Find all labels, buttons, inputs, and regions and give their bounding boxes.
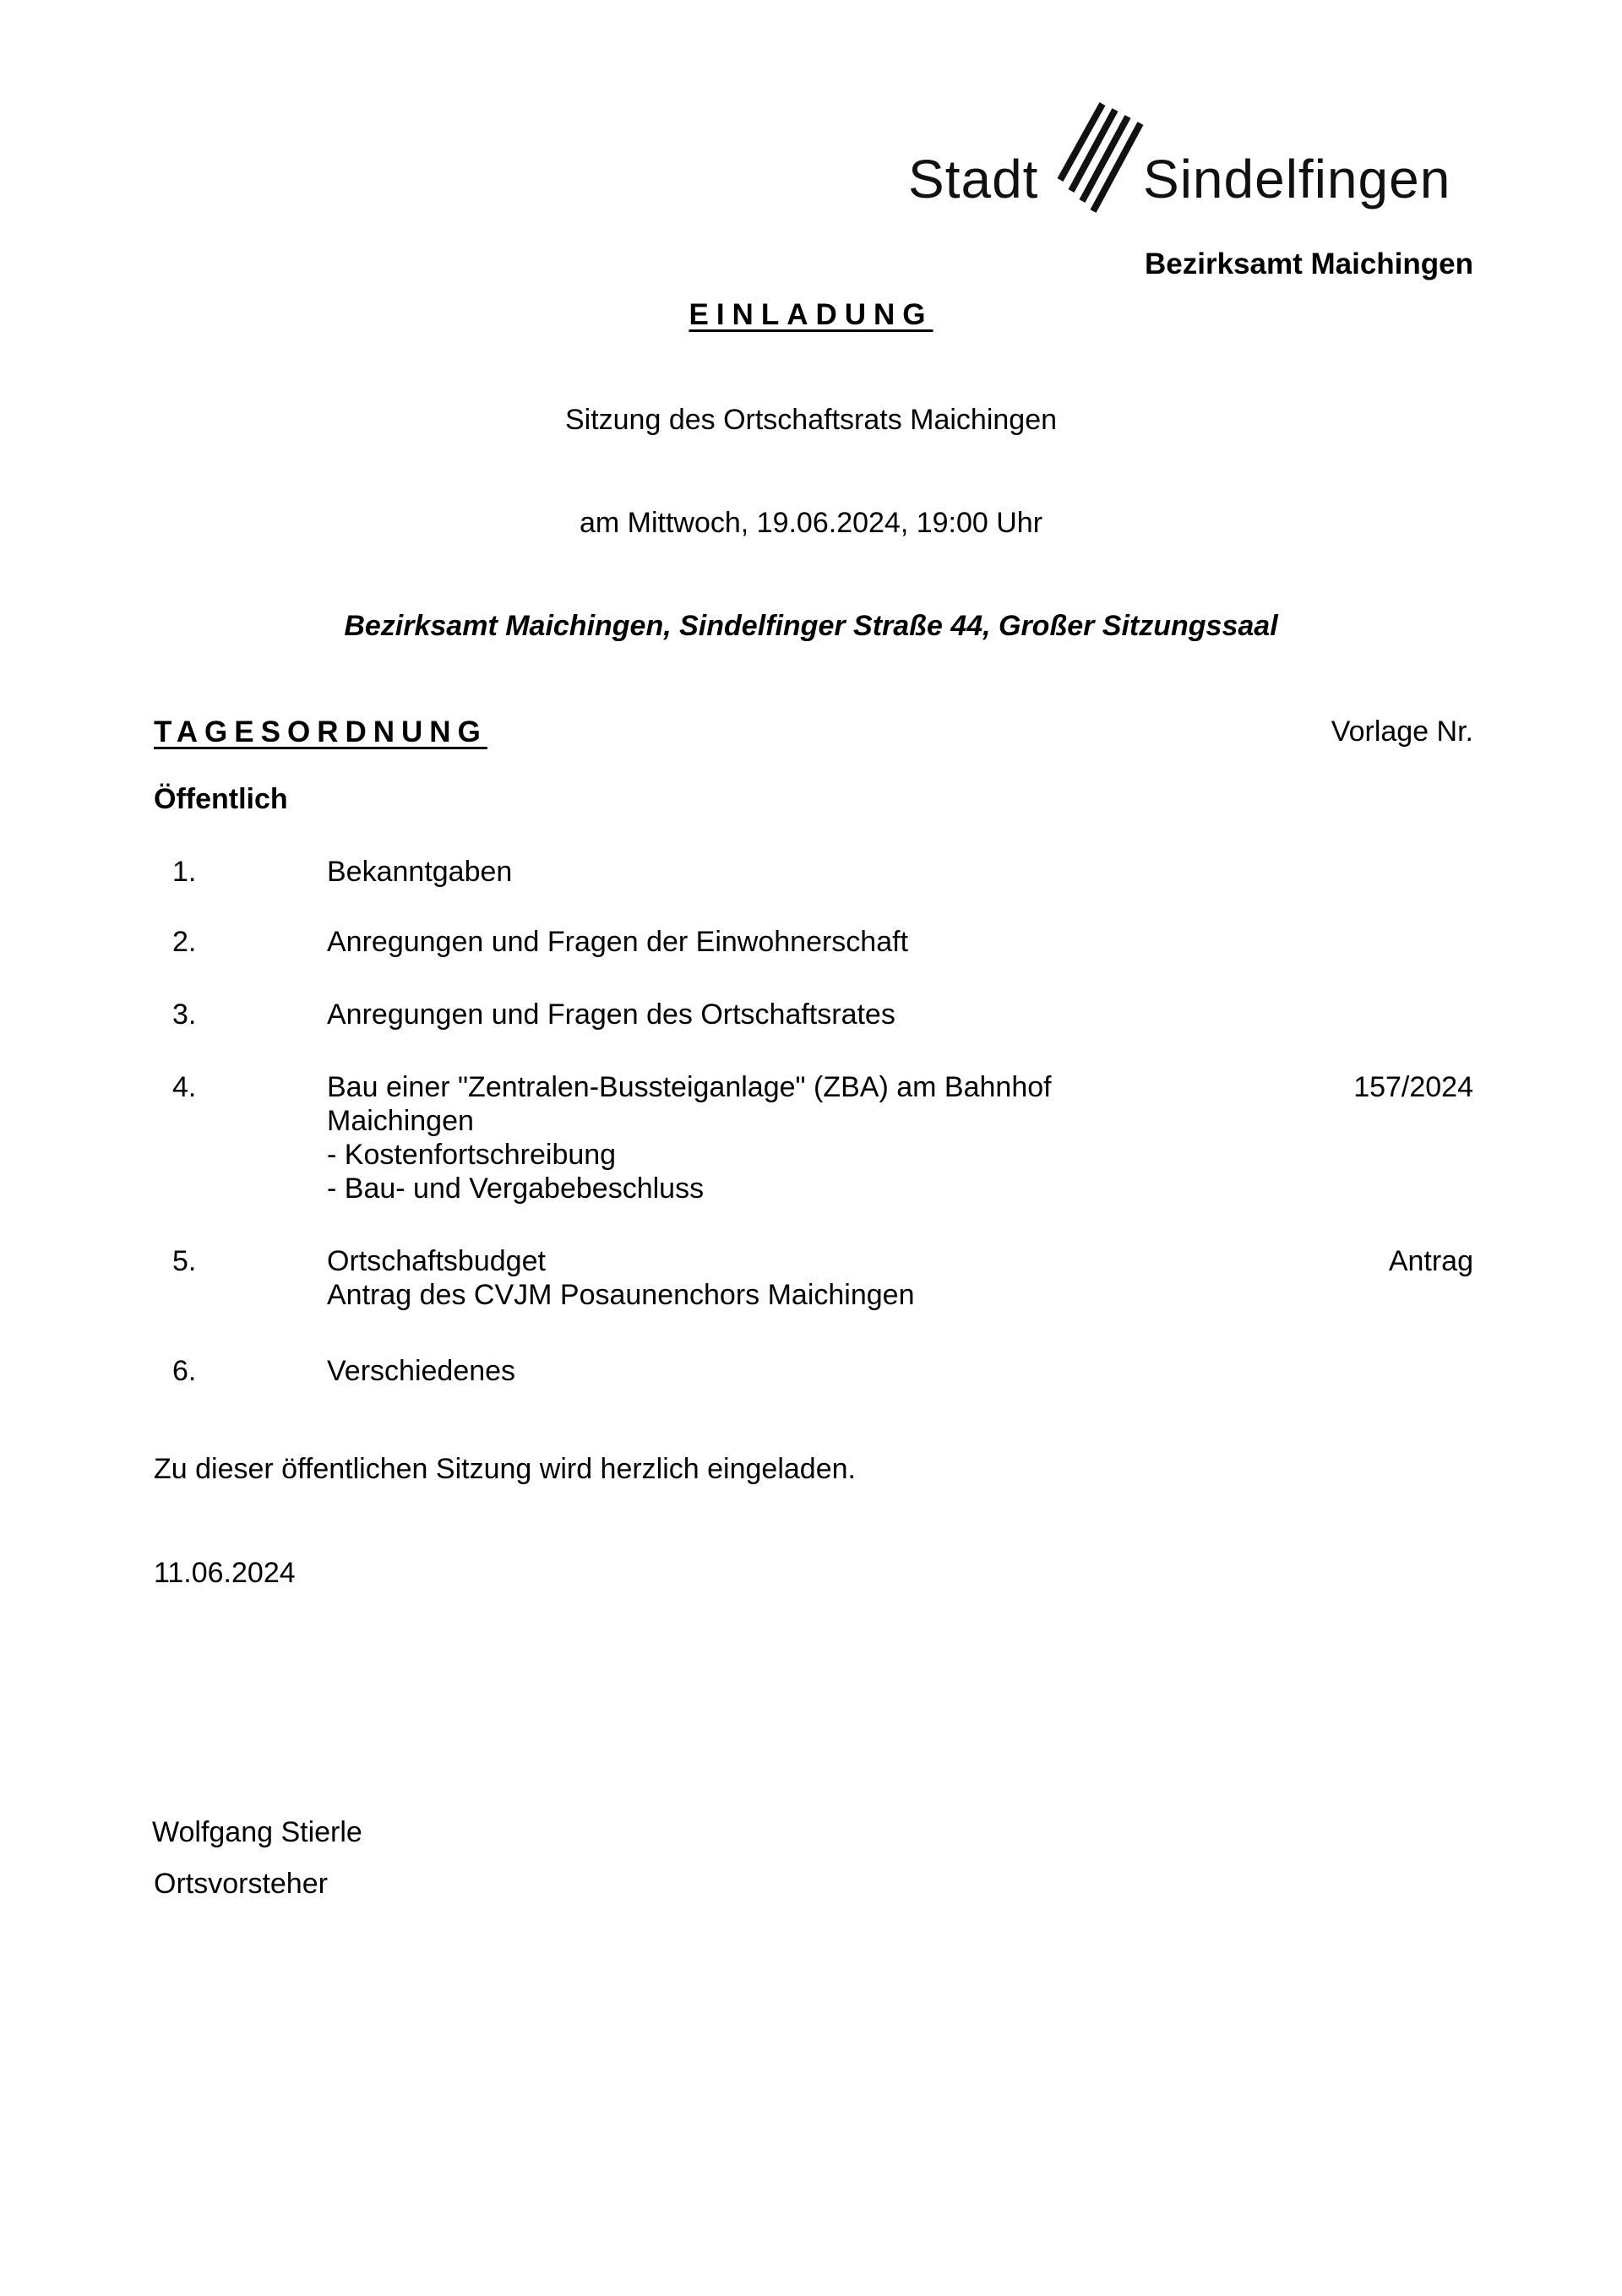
meeting-name: Sitzung des Ortschaftsrats Maichingen bbox=[564, 404, 1058, 436]
issue-date: 11.06.2024 bbox=[154, 1557, 296, 1589]
agenda-item-line: - Bau- und Vergabebeschluss bbox=[327, 1172, 705, 1205]
document-title-text: EINLADUNG bbox=[689, 298, 933, 331]
logo-word-sindelfingen: Sindelfingen bbox=[1143, 149, 1451, 209]
invitation-sentence: Zu dieser öffentlichen Sitzung wird herzlich eingeladen. bbox=[154, 1453, 856, 1485]
agenda-item-number: 1. bbox=[172, 856, 197, 888]
agenda-item-line: Ortschaftsbudget bbox=[327, 1245, 546, 1277]
signer-name: Wolfgang Stierle bbox=[152, 1816, 362, 1848]
agenda-heading bbox=[154, 715, 487, 749]
agenda-item-line: Anregungen und Fragen des Ortschaftsrates bbox=[327, 998, 895, 1031]
meeting-venue: Bezirksamt Maichingen, Sindelfinger Straße 44, Großer Sitzungssaal bbox=[344, 610, 1278, 642]
meeting-datetime: am Mittwoch, 19.06.2024, 19:00 Uhr bbox=[579, 507, 1043, 539]
section-public: Öffentlich bbox=[154, 783, 288, 815]
agenda-item-line: Bau einer "Zentralen-Bussteiganlage" (ZBA) am Bahnhof bbox=[327, 1071, 1052, 1103]
agenda-item-number: 3. bbox=[172, 998, 197, 1031]
agenda-item-text bbox=[327, 1070, 1172, 1205]
agenda-item-text bbox=[327, 1354, 1172, 1388]
city-logo bbox=[908, 100, 1483, 226]
department-name: Bezirksamt Maichingen bbox=[1145, 248, 1473, 280]
signer-role: Ortsvorsteher bbox=[154, 1868, 328, 1900]
agenda-item-text bbox=[327, 998, 1172, 1031]
agenda-item-number: 6. bbox=[172, 1355, 197, 1387]
agenda-item-line: Bekanntgaben bbox=[327, 856, 513, 888]
reference-column-heading: Vorlage Nr. bbox=[1331, 715, 1473, 748]
agenda-item-number: 2. bbox=[172, 926, 197, 958]
agenda-item-line: Antrag des CVJM Posaunenchors Maichingen bbox=[327, 1279, 915, 1311]
agenda-item-number: 4. bbox=[172, 1071, 197, 1103]
agenda-item-line: Anregungen und Fragen der Einwohnerschaft bbox=[327, 926, 909, 958]
agenda-item-text bbox=[327, 855, 1172, 889]
logo-word-stadt: Stadt bbox=[908, 149, 1039, 209]
agenda-item-line: Verschiedenes bbox=[327, 1355, 516, 1387]
agenda-item-number: 5. bbox=[172, 1245, 197, 1277]
agenda-item-line: - Kostenfortschreibung bbox=[327, 1139, 617, 1171]
agenda-item-text bbox=[327, 1244, 1172, 1312]
stripes-logo-icon bbox=[1056, 100, 1149, 218]
agenda-item-reference: Antrag bbox=[1388, 1245, 1473, 1277]
agenda-item-text bbox=[327, 925, 1172, 959]
agenda-heading-text: TAGESORDNUNG bbox=[154, 715, 487, 748]
agenda-item-reference: 157/2024 bbox=[1353, 1071, 1473, 1103]
agenda-item-line: Maichingen bbox=[327, 1105, 474, 1137]
document-title bbox=[0, 298, 1622, 332]
